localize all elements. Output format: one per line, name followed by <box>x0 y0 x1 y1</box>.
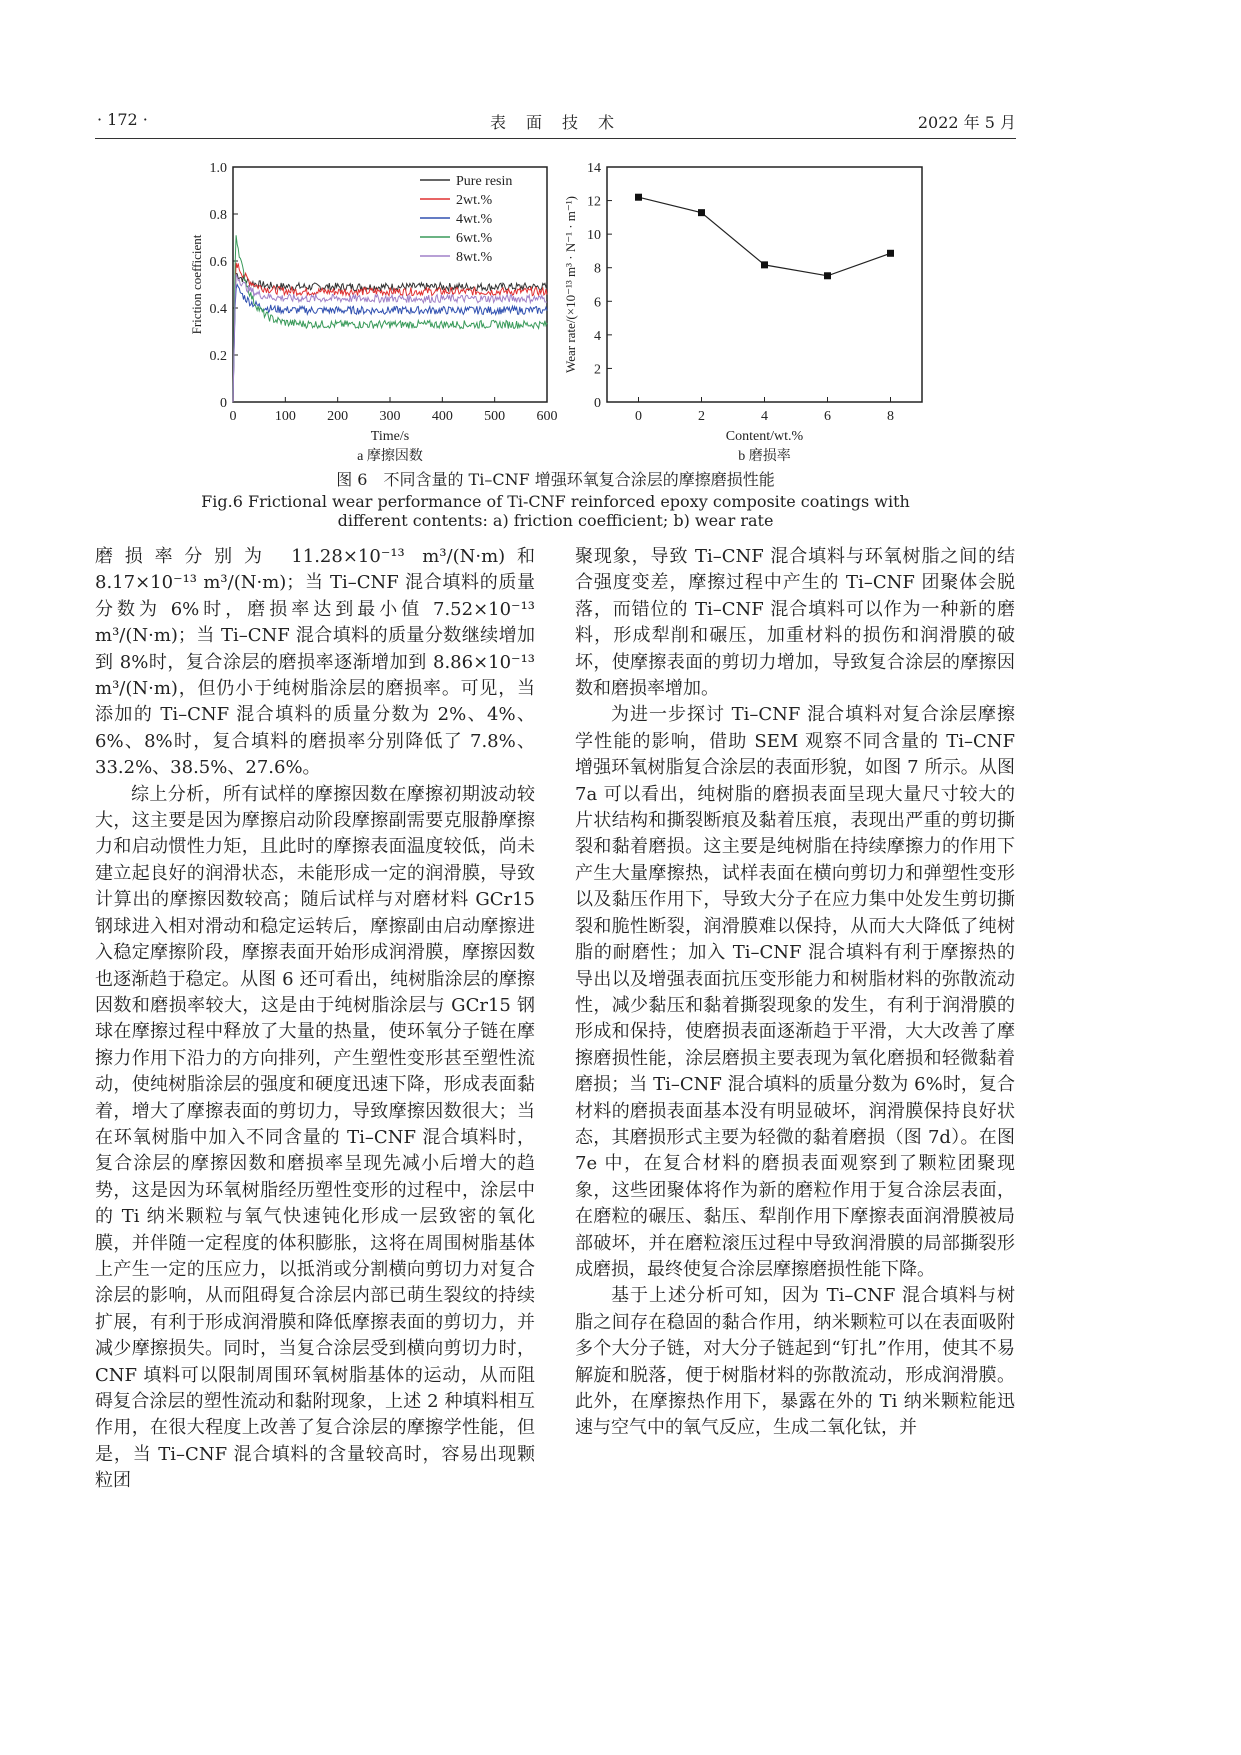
y-tick-label: 0.2 <box>209 349 227 364</box>
series-line-4wt <box>233 285 547 402</box>
x-tick-label: 100 <box>274 409 296 424</box>
x-tick-label: 0 <box>229 409 237 424</box>
chart-title: b 磨损率 <box>738 449 791 464</box>
data-point <box>698 209 705 216</box>
plot-frame <box>607 167 922 402</box>
paragraph: 为进一步探讨 Ti–CNF 混合填料对复合涂层摩擦学性能的影响，借助 SEM 观察不同含量的 Ti–CNF 增强环氧树脂复合涂层的表面形貌，如图 7 所示。从图 7a 可以看出，纯树脂的磨损表面呈现大量尺寸较大的片状结构和撕裂断痕及黏着压痕，表现出严重的剪切撕裂和黏着磨损。这主要是纯树脂在持续摩擦力的作用下产生大量摩擦热，试样表面在横向剪切力和弹塑性变形以及黏压作用下，导致大分子在应力集中处发生剪切撕裂和脆性断裂，润滑膜难以保持，从而大大降低了纯树脂的耐磨性；加入 Ti–CNF 混合填料有利于摩擦热的导出以及增强表面抗压变形能力和树脂材料的弥散流动性，减少黏压和黏着撕裂现象的发生，有利于润滑膜的形成和保持，使磨损表面逐渐趋于平滑，大大改善了摩擦磨损性能，涂层磨损主要表现为氧化磨损和轻微黏着磨损；当 Ti–CNF 混合填料的质量分数为 6%时，复合材料的磨损表面基本没有明显破坏，润滑膜保持良好状态，其磨损形式主要为轻微的黏着磨损（图 7d）。在图 7e 中，在复合材料的磨损表面观察到了颗粒团聚现象，这些团聚体将作为新的磨粒作用于复合涂层表面，在磨粒的碾压、黏压、犁削作用下摩擦表面润滑膜被局部破坏，并在磨粒滚压过程中导致润滑膜的局部撕裂形成磨损，最终使复合涂层摩擦磨损性能下降。 <box>575 704 1015 1280</box>
data-point <box>824 272 831 279</box>
paragraph: 磨损率分别为 11.28×10⁻¹³ m³/(N·m)和 8.17×10⁻¹³ m³/(N·m)；当 Ti–CNF 混合填料的质量分数为 6%时，磨损率达到最小值 7.52×10⁻¹³ m³/(N·m)；当 Ti–CNF 混合填料的质量分数继续增加到 8%时，复合涂层的磨损率逐渐增加到 8.86×10⁻¹³ m³/(N·m)，但仍小于纯树脂涂层的磨损率。可见，当添加的 Ti–CNF 混合填料的质量分数为 2%、4%、6%、8%时，复合填料的磨损率分别降低了 7.8%、33.2%、38.5%、27.6%。 <box>95 546 535 779</box>
legend-label: 4wt.% <box>456 212 493 227</box>
issue-date: 2022 年 5 月 <box>917 113 1016 132</box>
legend-label: 8wt.% <box>456 250 493 265</box>
x-tick-label: 4 <box>761 409 768 424</box>
y-tick-label: 14 <box>587 161 601 176</box>
x-tick-label: 300 <box>379 409 401 424</box>
data-point <box>635 194 642 201</box>
x-tick-label: 200 <box>327 409 349 424</box>
x-axis-label: Content/wt.% <box>725 429 804 444</box>
figure-caption-en-2: different contents: a) friction coefficient; b) wear rate <box>337 511 774 530</box>
x-tick-label: 8 <box>887 409 894 424</box>
y-tick-label: 0 <box>594 396 601 411</box>
y-tick-label: 10 <box>587 228 601 244</box>
y-tick-label: 0 <box>220 396 227 411</box>
y-tick-label: 4 <box>594 328 601 344</box>
series-line-Pureresin <box>233 273 547 402</box>
chart-title: a 摩擦因数 <box>357 449 423 464</box>
x-tick-label: 400 <box>431 409 453 424</box>
y-tick-label: 0.8 <box>209 208 227 223</box>
data-point <box>761 261 768 268</box>
wear-rate-chart <box>555 150 955 470</box>
y-tick-label: 2 <box>594 362 601 378</box>
y-axis-label: Wear rate/(×10⁻¹³ m³ · N⁻¹ · m⁻¹) <box>563 195 578 374</box>
y-tick-label: 6 <box>594 295 601 311</box>
y-tick-label: 0.6 <box>209 255 227 270</box>
figure-caption-en-1: Fig.6 Frictional wear performance of Ti-CNF reinforced epoxy composite coatings with <box>201 492 910 511</box>
figure-caption-cn: 图 6 不同含量的 Ti–CNF 增强环氧复合涂层的摩擦磨损性能 <box>336 470 775 489</box>
paragraph: 聚现象，导致 Ti–CNF 混合填料与环氧树脂之间的结合强度变差，摩擦过程中产生的 Ti–CNF 团聚体会脱落，而错位的 Ti–CNF 混合填料可以作为一种新的磨料，形成犁削和碾压，加重材料的损伤和润滑膜的破坏，使摩擦表面的剪切力增加，导致复合涂层的摩擦因数和磨损率增加。 <box>575 546 1015 700</box>
page-number: · 172 · <box>97 110 148 129</box>
header-rule <box>95 138 1016 139</box>
legend-label: Pure resin <box>456 174 513 189</box>
x-tick-label: 6 <box>824 409 831 424</box>
y-tick-label: 0.4 <box>209 302 227 317</box>
series-line-6wt <box>233 235 547 402</box>
x-tick-label: 500 <box>484 409 506 424</box>
y-tick-label: 12 <box>587 194 601 210</box>
legend-label: 2wt.% <box>456 193 493 208</box>
y-axis-label: Friction coefficient <box>189 234 204 335</box>
y-tick-label: 8 <box>594 261 601 277</box>
y-tick-label: 1.0 <box>209 161 227 176</box>
left-column <box>95 544 535 1495</box>
x-tick-label: 0 <box>635 409 642 424</box>
legend-label: 6wt.% <box>456 231 493 246</box>
x-tick-label: 600 <box>536 409 558 424</box>
journal-title: 表 面 技 术 <box>490 113 617 132</box>
x-axis-label: Time/s <box>370 429 410 444</box>
paragraph: 综上分析，所有试样的摩擦因数在摩擦初期波动较大，这主要是因为摩擦启动阶段摩擦副需要克服静摩擦力和启动惯性力矩，且此时的摩擦表面温度较低，尚未建立起良好的润滑状态，未能形成一定的润滑膜，导致计算出的摩擦因数较高；随后试样与对磨材料 GCr15 钢球进入相对滑动和稳定运转后，摩擦副由启动摩擦进入稳定摩擦阶段，摩擦表面开始形成润滑膜，摩擦因数也逐渐趋于稳定。从图 6 还可看出，纯树脂涂层的摩擦因数和磨损率较大，这是由于纯树脂涂层与 GCr15 钢球在摩擦过程中释放了大量的热量，使环氧分子链在摩擦力作用下沿力的方向排列，产生塑性变形甚至塑性流动，使纯树脂涂层的强度和硬度迅速下降，形成表面黏着，增大了摩擦表面的剪切力，导致摩擦因数很大；当在环氧树脂中加入不同含量的 Ti–CNF 混合填料时，复合涂层的摩擦因数和磨损率呈现先减小后增大的趋势，这是因为环氧树脂经历塑性变形的过程中，涂层中的 Ti 纳米颗粒与氧气快速钝化形成一层致密的氧化膜，并伴随一定程度的体积膨胀，这将在周围树脂基体上产生一定的压应力，以抵消或分割横向剪切力对复合涂层的影响，从而阻碍复合涂层内部已萌生裂纹的持续扩展，有利于形成润滑膜和降低摩擦表面的剪切力，并减少摩擦损失。同时，当复合涂层受到横向剪切力时，CNF 填料可以限制周围环氧树脂基体的运动，从而阻碍复合涂层的塑性流动和黏附现象，上述 2 种填料相互作用，在很大程度上改善了复合涂层的摩擦学性能，但是，当 Ti–CNF 混合填料的含量较高时，容易出现颗粒团 <box>95 783 535 1492</box>
friction-chart <box>170 150 570 470</box>
x-tick-label: 2 <box>698 409 705 424</box>
right-column <box>575 544 1015 1442</box>
paragraph: 基于上述分析可知，因为 Ti–CNF 混合填料与树脂之间存在稳固的黏合作用，纳米颗粒可以在表面吸附多个大分子链，对大分子链起到“钉扎”作用，使其不易解旋和脱落，便于树脂材料的弥散流动，形成润滑膜。此外，在摩擦热作用下，暴露在外的 Ti 纳米颗粒能迅速与空气中的氧气反应，生成二氧化钛，并 <box>575 1285 1015 1439</box>
data-point <box>887 250 894 257</box>
